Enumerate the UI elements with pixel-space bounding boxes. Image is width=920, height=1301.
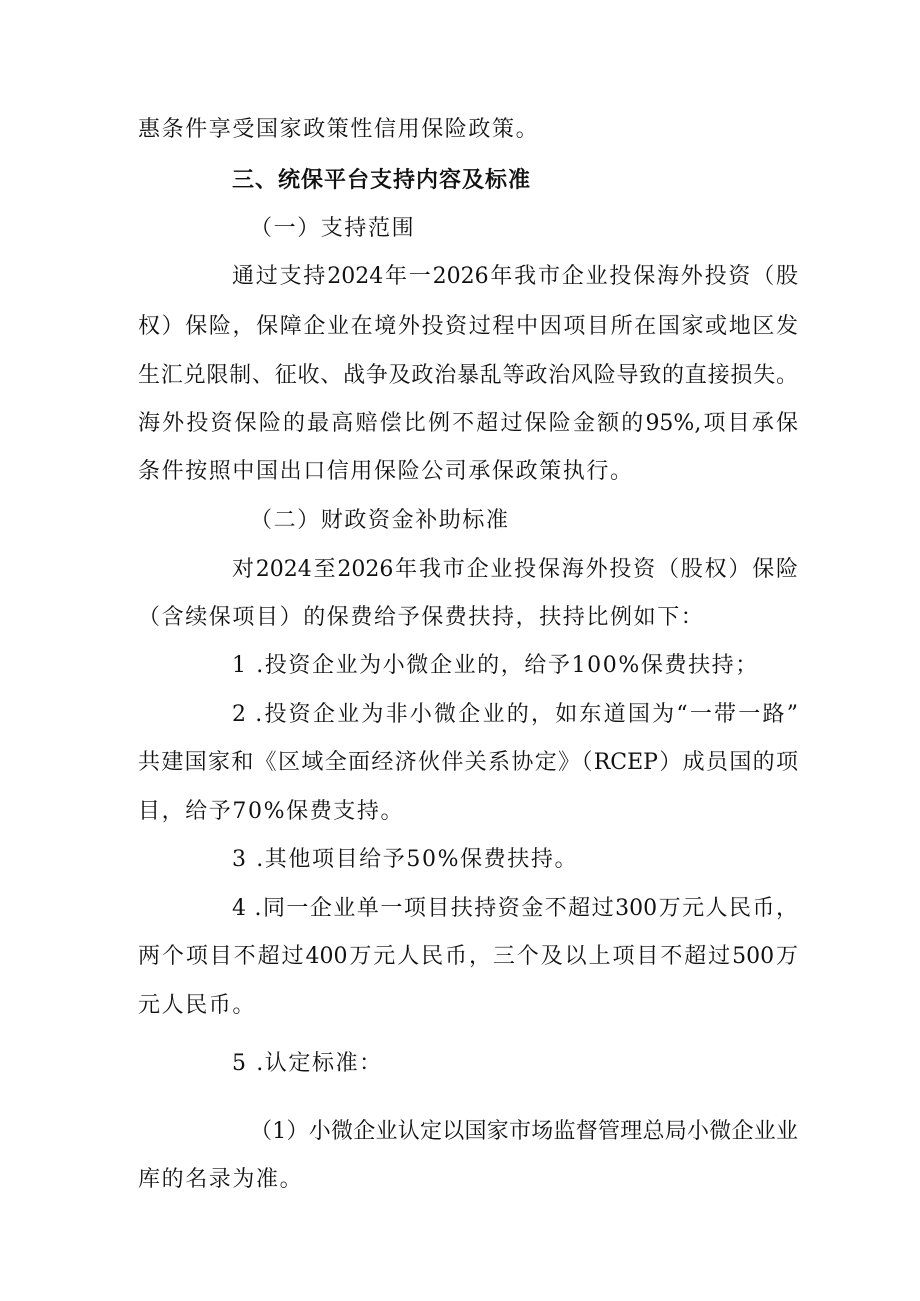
text-line: 惠条件享受国家政策性信用保险政策。 <box>138 117 540 142</box>
text-line: 共建国家和《区域全面经济伙伴关系协定》（RCEP）成员国的项 <box>138 750 798 775</box>
text-line: 两个项目不超过400万元人民币，三个及以上项目不超过500万 <box>138 944 798 969</box>
text-line: 库的名录为准。 <box>138 1167 304 1192</box>
text-line: 通过支持2024年一2026年我市企业投保海外投资（股 <box>232 264 798 289</box>
list-item: 4 .同一企业单一项目扶持资金不超过300万元人民币， <box>232 896 798 921</box>
text-line: 海外投资保险的最高赔偿比例不超过保险金额的95%,项目承保 <box>138 411 798 436</box>
text-line: 目，给予70%保费支持。 <box>138 799 405 824</box>
text-line: 生汇兑限制、征收、战争及政治暴乱等政治风险导致的直接损失。 <box>138 363 798 388</box>
text-line: 元人民币。 <box>138 993 257 1018</box>
text-line: 对2024至2026年我市企业投保海外投资（股权）保险 <box>232 557 798 582</box>
text-line: 权）保险，保障企业在境外投资过程中因项目所在国家或地区发 <box>138 314 798 339</box>
list-item: （1）小微企业认定以国家市场监督管理总局小微企业业 <box>250 1119 798 1144</box>
list-item: 2 .投资企业为非小微企业的，如东道国为“一带一路” <box>232 702 798 727</box>
text-line: （含续保项目）的保费给予保费扶持，扶持比例如下： <box>138 605 705 630</box>
list-item: 1 .投资企业为小微企业的，给予100%保费扶持； <box>232 653 759 678</box>
text-line: 条件按照中国出口信用保险公司承保政策执行。 <box>138 459 634 484</box>
section-heading: 三、统保平台支持内容及标准 <box>232 168 532 193</box>
list-item: 3 .其他项目给予50%保费扶持。 <box>232 847 579 872</box>
subsection-heading: （一）支持范围 <box>250 216 416 241</box>
subsection-heading: （二）财政资金补助标准 <box>250 508 510 533</box>
list-item: 5 .认定标准： <box>232 1051 383 1076</box>
